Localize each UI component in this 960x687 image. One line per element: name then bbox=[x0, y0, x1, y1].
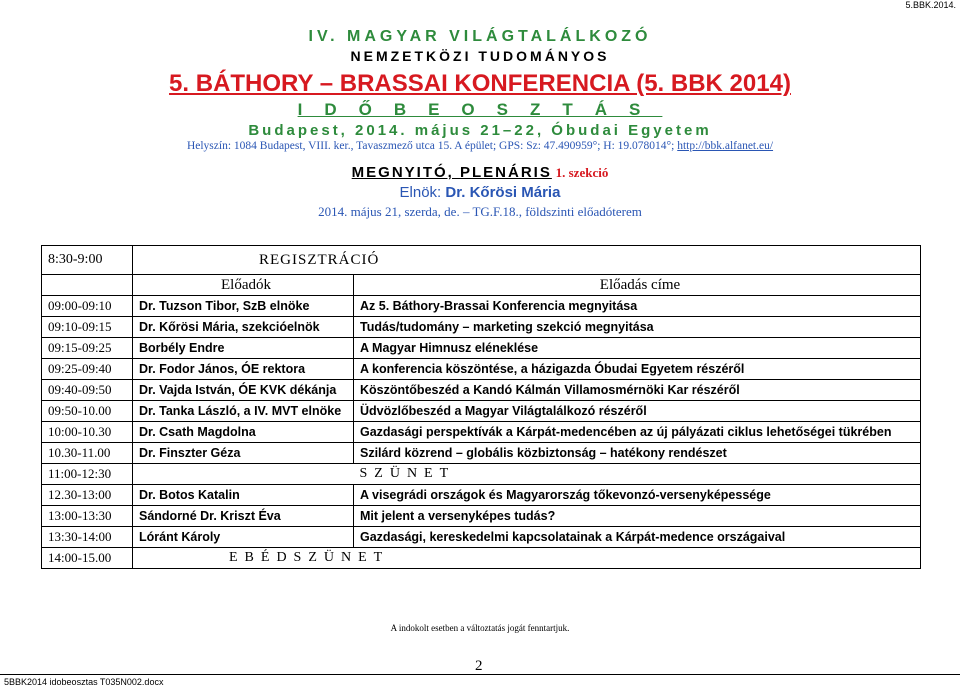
break-spacer bbox=[133, 464, 354, 485]
registration-time: 8:30-9:00 bbox=[42, 246, 133, 275]
title-cell: A visegrádi országok és Magyarország tőkevonzó-versenyképessége bbox=[354, 485, 921, 506]
venue-line bbox=[0, 140, 960, 156]
document-code: 5.BBK.2014. bbox=[905, 0, 956, 10]
title-cell: Szilárd közrend – globális közbiztonság – hatékony rendészet bbox=[354, 443, 921, 464]
schedule-row bbox=[42, 317, 921, 338]
speaker-cell: Dr. Vajda István, ÓE KVK dékánja bbox=[133, 380, 354, 401]
schedule-row bbox=[42, 296, 921, 317]
speaker-cell: Lóránt Károly bbox=[133, 527, 354, 548]
title-cell: Az 5. Báthory-Brassai Konferencia megnyitása bbox=[354, 296, 921, 317]
registration-label: REGISZTRÁCIÓ bbox=[133, 246, 921, 275]
schedule-row bbox=[42, 485, 921, 506]
title-cell: Gazdasági, kereskedelmi kapcsolatainak a Kárpát-medence országaival bbox=[354, 527, 921, 548]
chair-name: Dr. Kőrösi Mária bbox=[445, 184, 561, 201]
section-chair bbox=[0, 184, 960, 204]
schedule-row bbox=[42, 401, 921, 422]
speaker-cell: Dr. Tanka László, a IV. MVT elnöke bbox=[133, 401, 354, 422]
event-subtitle: NEMZETKÖZI TUDOMÁNYOS bbox=[350, 48, 610, 64]
speaker-cell: Dr. Fodor János, ÓE rektora bbox=[133, 359, 354, 380]
page-number: 2 bbox=[475, 658, 483, 674]
title-cell: Gazdasági perspektívák a Kárpát-medencében az új pályázati ciklus lehetőségei tükrében bbox=[354, 422, 921, 443]
break-label: SZÜNET bbox=[354, 464, 921, 485]
break-row bbox=[42, 464, 921, 485]
section-heading bbox=[0, 164, 960, 184]
speaker-cell: Dr. Kőrösi Mária, szekcióelnök bbox=[133, 317, 354, 338]
lunch-label: EBÉDSZÜNET bbox=[133, 548, 921, 569]
schedule-row bbox=[42, 422, 921, 443]
lunch-time: 14:00-15.00 bbox=[42, 548, 133, 569]
file-name: 5BBK2014 idobeosztas T035N002.docx bbox=[4, 677, 164, 687]
title-cell: Tudás/tudomány – marketing szekció megnyitása bbox=[354, 317, 921, 338]
speaker-cell: Dr. Csath Magdolna bbox=[133, 422, 354, 443]
column-header-row bbox=[42, 275, 921, 296]
document-header bbox=[0, 28, 960, 220]
chair-prefix: Elnök: bbox=[399, 184, 442, 201]
schedule-row bbox=[42, 527, 921, 548]
break-time: 11:00-12:30 bbox=[42, 464, 133, 485]
speaker-cell: Dr. Tuzson Tibor, SzB elnöke bbox=[133, 296, 354, 317]
date-room: 2014. május 21, szerda, de. – TG.F.18., földszinti előadóterem bbox=[318, 204, 642, 219]
venue-text: Helyszín: 1084 Budapest, VIII. ker., Tavaszmező utca 15. A épület; GPS: Sz: 47.490959°; H: 19.078014°; bbox=[186, 140, 675, 152]
section-name: MEGNYITÓ, PLENÁRIS bbox=[351, 164, 552, 181]
footer-note: A indokolt esetben a változtatás jogát fenntartjuk. bbox=[390, 623, 570, 633]
schedule-row bbox=[42, 506, 921, 527]
schedule-row bbox=[42, 380, 921, 401]
registration-row bbox=[42, 246, 921, 275]
title-cell: A konferencia köszöntése, a házigazda Óbudai Egyetem részéről bbox=[354, 359, 921, 380]
time-cell: 10.30-11.00 bbox=[42, 443, 133, 464]
time-cell: 13:00-13:30 bbox=[42, 506, 133, 527]
section-number: 1. szekció bbox=[555, 165, 609, 180]
lunch-row bbox=[42, 548, 921, 569]
schedule-row bbox=[42, 338, 921, 359]
schedule-heading: IDŐBEOSZTÁS bbox=[297, 100, 663, 119]
event-title: IV. MAGYAR VILÁGTALÁLKOZÓ bbox=[308, 28, 652, 45]
location-date-line: Budapest, 2014. május 21–22, Óbudai Egyetem bbox=[248, 122, 712, 139]
speaker-cell: Borbély Endre bbox=[133, 338, 354, 359]
schedule-row bbox=[42, 359, 921, 380]
title-cell: A Magyar Himnusz eléneklése bbox=[354, 338, 921, 359]
schedule-table bbox=[41, 245, 921, 569]
title-cell: Köszöntőbeszéd a Kandó Kálmán Villamosmérnöki Kar részéről bbox=[354, 380, 921, 401]
speaker-cell: Dr. Botos Katalin bbox=[133, 485, 354, 506]
schedule-row bbox=[42, 443, 921, 464]
time-cell: 09:40-09:50 bbox=[42, 380, 133, 401]
conference-title: 5. BÁTHORY – BRASSAI KONFERENCIA (5. BBK 2014) bbox=[169, 70, 791, 97]
time-cell: 10:00-10.30 bbox=[42, 422, 133, 443]
time-cell: 09:25-09:40 bbox=[42, 359, 133, 380]
footer-divider bbox=[0, 674, 960, 675]
time-cell: 13:30-14:00 bbox=[42, 527, 133, 548]
speaker-cell: Sándorné Dr. Kriszt Éva bbox=[133, 506, 354, 527]
time-cell: 09:15-09:25 bbox=[42, 338, 133, 359]
time-cell: 12.30-13:00 bbox=[42, 485, 133, 506]
speaker-cell: Dr. Finszter Géza bbox=[133, 443, 354, 464]
title-cell: Üdvözlőbeszéd a Magyar Világtalálkozó részéről bbox=[354, 401, 921, 422]
venue-website-link[interactable]: http://bbk.alfanet.eu/ bbox=[677, 140, 774, 152]
column-header-titles: Előadás címe bbox=[354, 275, 921, 296]
column-header-speakers: Előadók bbox=[133, 275, 354, 296]
title-cell: Mit jelent a versenyképes tudás? bbox=[354, 506, 921, 527]
header-time-cell bbox=[42, 275, 133, 296]
time-cell: 09:50-10.00 bbox=[42, 401, 133, 422]
time-cell: 09:00-09:10 bbox=[42, 296, 133, 317]
time-cell: 09:10-09:15 bbox=[42, 317, 133, 338]
